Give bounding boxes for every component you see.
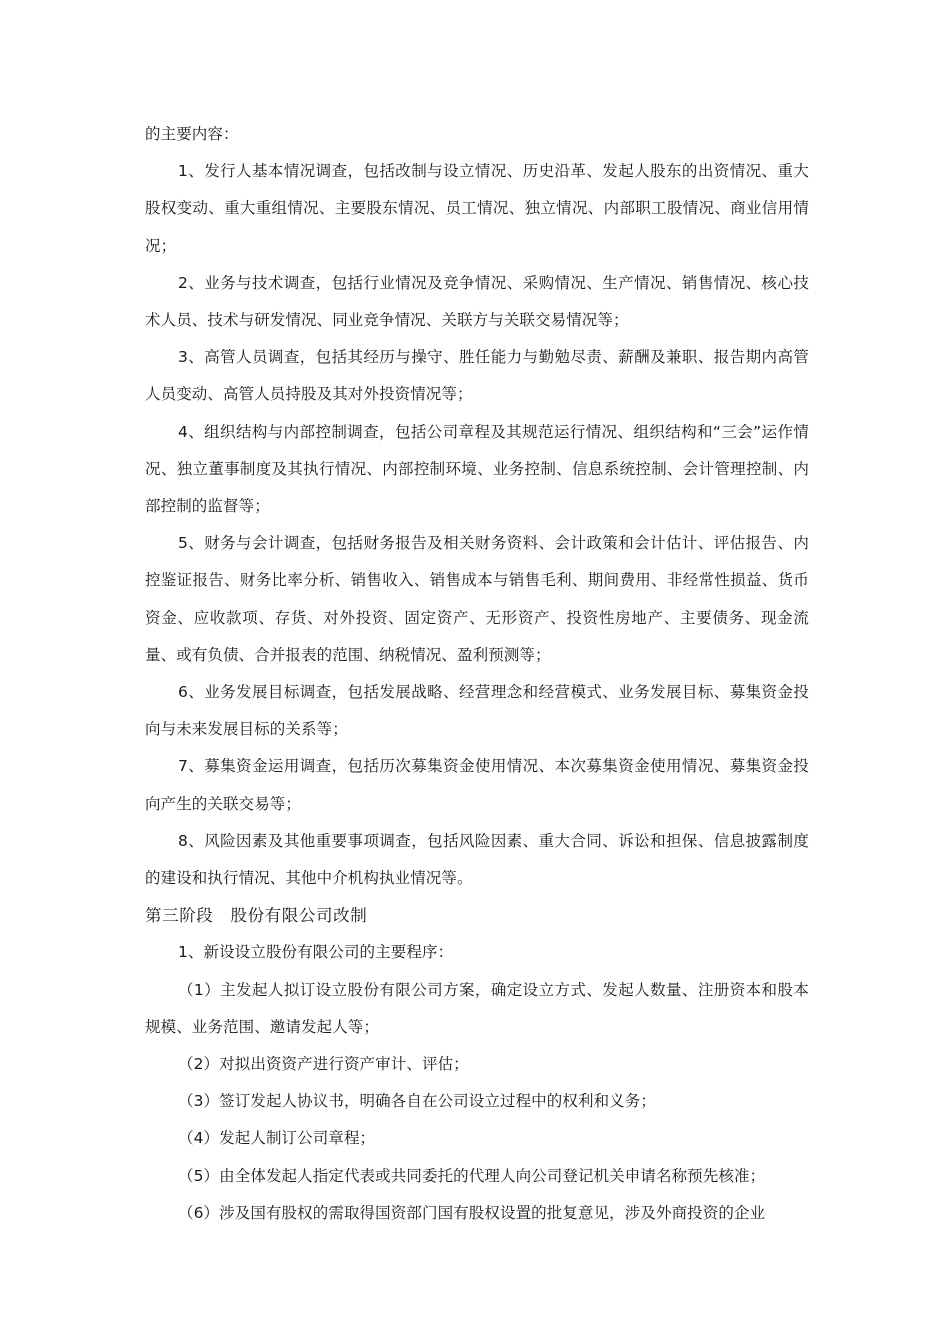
paragraph-item-6: 6、业务发展目标调查，包括发展战略、经营理念和经营模式、业务发展目标、募集资金投向与未来发展目标的关系等； — [145, 683, 809, 739]
section-paragraph-step-3: （3）签订发起人协议书，明确各自在公司设立过程中的权利和义务； — [178, 1092, 656, 1111]
paragraph-item-5: 5、财务与会计调查，包括财务报告及相关财务资料、会计政策和会计估计、评估报告、内控鉴证报告、财务比率分析、销售收入、销售成本与销售毛利、期间费用、非经常性损益、货币资金、应收款项、存货、对外投资、固定资产、无形资产、投资性房地产、主要债务、现金流量、或有负债、合并报表的范围、纳税情况、盈利预测等； — [145, 534, 809, 664]
paragraph-item-8: 8、风险因素及其他重要事项调查，包括风险因素、重大合同、诉讼和担保、信息披露制度的建设和执行情况、其他中介机构执业情况等。 — [145, 831, 809, 888]
section-paragraph-step-6: （6）涉及国有股权的需取得国资部门国有股权设置的批复意见，涉及外商投资的企业 — [178, 1203, 766, 1222]
paragraph-item-7: 7、募集资金运用调查，包括历次募集资金使用情况、本次募集资金使用情况、募集资金投向产生的关联交易等； — [145, 757, 809, 813]
paragraph-item-2: 2、业务与技术调查，包括行业情况及竞争情况、采购情况、生产情况、销售情况、核心技术人员、技术与研发情况、同业竞争情况、关联方与关联交易情况等； — [145, 273, 809, 330]
section-paragraph-step-5: （5）由全体发起人指定代表或共同委托的代理人向公司登记机关申请名称预先核准； — [178, 1166, 766, 1185]
paragraph-item-4: 4、组织结构与内部控制调查，包括公司章程及其规范运行情况、组织结构和“三会”运作情况、独立董事制度及其执行情况、内部控制环境、业务控制、信息系统控制、会计管理控制、内部控制的监督等； — [145, 422, 809, 516]
section-paragraph-step-2: （2）对拟出资资产进行资产审计、评估； — [178, 1055, 469, 1074]
paragraph-item-1: 1、发行人基本情况调查，包括改制与设立情况、历史沿革、发起人股东的出资情况、重大股权变动、重大重组情况、主要股东情况、员工情况、独立情况、内部职工股情况、商业信用情况； — [145, 162, 809, 255]
section-paragraph-step-1: （1）主发起人拟订设立股份有限公司方案，确定设立方式、发起人数量、注册资本和股本规模、业务范围、邀请发起人等； — [145, 980, 809, 1036]
section-heading: 第三阶段 股份有限公司改制 — [145, 906, 368, 926]
section-paragraph-1: 1、新设设立股份有限公司的主要程序： — [178, 943, 454, 962]
section-paragraph-step-4: （4）发起人制订公司章程； — [178, 1129, 376, 1148]
document-body — [145, 116, 809, 1232]
paragraph-continuation: 的主要内容： — [145, 125, 239, 143]
paragraph-item-3: 3、高管人员调查，包括其经历与操守、胜任能力与勤勉尽责、薪酬及兼职、报告期内高管人员变动、高管人员持股及其对外投资情况等； — [145, 348, 809, 404]
